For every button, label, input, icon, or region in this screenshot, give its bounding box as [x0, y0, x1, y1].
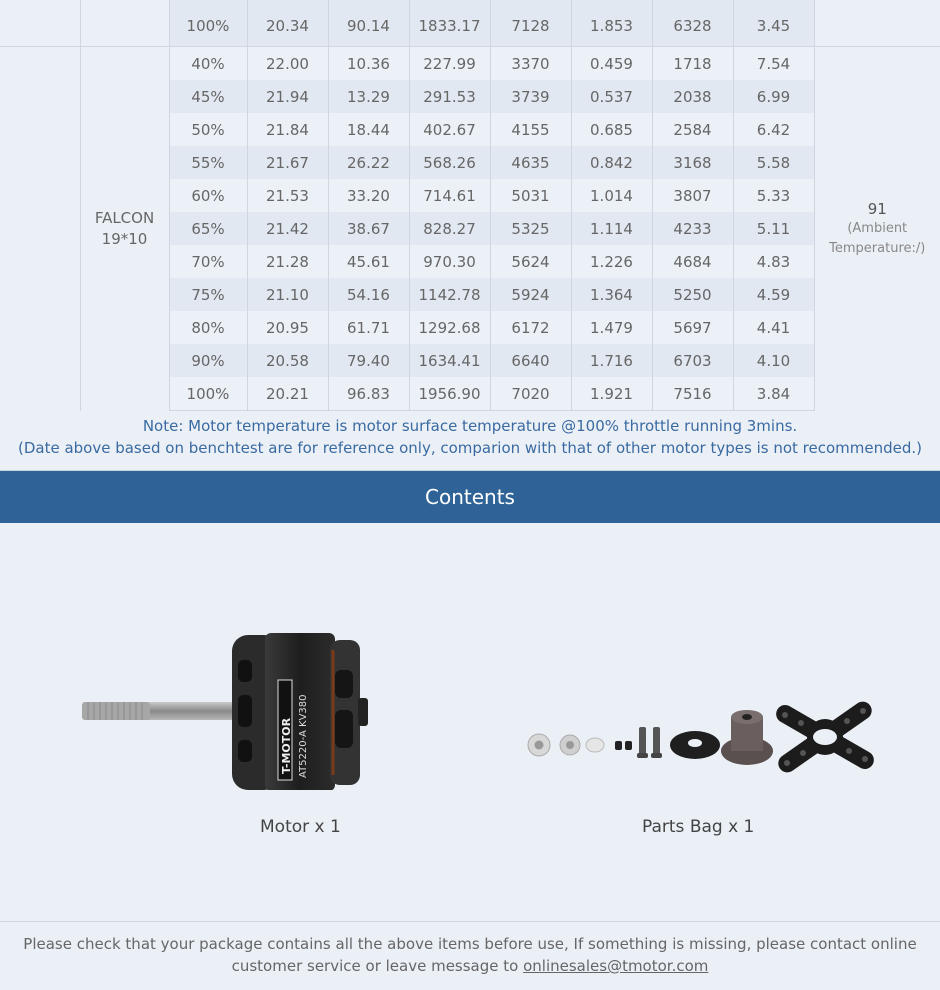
voltage-cell: 21.67 — [247, 146, 328, 179]
propeller-cell — [80, 47, 169, 411]
rpm-cell: 5031 — [490, 179, 571, 212]
thrust-cell: 5250 — [652, 278, 733, 311]
thrust-cell: 4233 — [652, 212, 733, 245]
motor-label: Motor x 1 — [260, 817, 341, 837]
voltage-cell: 21.10 — [247, 278, 328, 311]
efficiency-cell: 7.54 — [733, 47, 814, 81]
torque-cell: 0.685 — [571, 113, 652, 146]
throttle-cell: 50% — [169, 113, 247, 146]
throttle-cell: 80% — [169, 311, 247, 344]
voltage-cell: 20.21 — [247, 377, 328, 411]
temperature-cell — [814, 0, 940, 47]
throttle-cell: 90% — [169, 344, 247, 377]
svg-text:T-MOTOR: T-MOTOR — [280, 717, 293, 774]
voltage-cell: 22.00 — [247, 47, 328, 81]
thrust-cell: 6703 — [652, 344, 733, 377]
current-cell: 26.22 — [328, 146, 409, 179]
torque-cell: 0.537 — [571, 80, 652, 113]
rpm-cell: 4635 — [490, 146, 571, 179]
throttle-cell: 60% — [169, 179, 247, 212]
voltage-cell: 20.34 — [247, 0, 328, 47]
torque-cell: 1.364 — [571, 278, 652, 311]
power-cell: 714.61 — [409, 179, 490, 212]
efficiency-cell: 4.41 — [733, 311, 814, 344]
rpm-cell: 5624 — [490, 245, 571, 278]
efficiency-cell: 4.59 — [733, 278, 814, 311]
svg-text:AT5220-A KV380: AT5220-A KV380 — [298, 694, 309, 778]
power-cell: 291.53 — [409, 80, 490, 113]
motor-image — [80, 630, 370, 790]
current-cell: 33.20 — [328, 179, 409, 212]
torque-cell: 0.459 — [571, 47, 652, 81]
power-cell: 1634.41 — [409, 344, 490, 377]
power-cell: 1833.17 — [409, 0, 490, 47]
voltage-cell: 20.95 — [247, 311, 328, 344]
efficiency-cell: 5.58 — [733, 146, 814, 179]
temperature-note: (Ambient Temperature:/) — [829, 220, 926, 256]
parts-bag-item — [525, 697, 885, 787]
thrust-cell: 7516 — [652, 377, 733, 411]
note-line-1: Note: Motor temperature is motor surface temperature @100% throttle running 3mins. — [142, 417, 798, 435]
throttle-cell: 70% — [169, 245, 247, 278]
throttle-cell: 75% — [169, 278, 247, 311]
voltage-cell: 20.58 — [247, 344, 328, 377]
torque-cell: 1.114 — [571, 212, 652, 245]
voltage-cell: 21.84 — [247, 113, 328, 146]
current-cell: 61.71 — [328, 311, 409, 344]
thrust-cell: 2584 — [652, 113, 733, 146]
parts-bag-image — [525, 697, 885, 787]
torque-cell: 1.921 — [571, 377, 652, 411]
footer-line-1: Please check that your package contains all the above items before use, If something is missing, please contact online — [23, 935, 917, 953]
efficiency-cell: 5.11 — [733, 212, 814, 245]
thrust-cell: 4684 — [652, 245, 733, 278]
table-row — [0, 47, 940, 81]
current-cell: 45.61 — [328, 245, 409, 278]
current-cell: 38.67 — [328, 212, 409, 245]
note-line-2: (Date above based on benchtest are for reference only, comparion with that of other motor types is not recommended.) — [17, 439, 922, 457]
power-cell: 227.99 — [409, 47, 490, 81]
temperature-value: 91 — [867, 199, 887, 218]
efficiency-cell: 3.84 — [733, 377, 814, 411]
rpm-cell: 6640 — [490, 344, 571, 377]
email-link[interactable]: onlinesales@tmotor.com — [523, 957, 709, 975]
rpm-cell: 3370 — [490, 47, 571, 81]
parts-bag-label: Parts Bag x 1 — [642, 817, 755, 837]
voltage-cell: 21.28 — [247, 245, 328, 278]
power-cell: 1142.78 — [409, 278, 490, 311]
current-cell: 10.36 — [328, 47, 409, 81]
temperature-cell — [814, 47, 940, 411]
thrust-cell: 3168 — [652, 146, 733, 179]
thrust-cell: 5697 — [652, 311, 733, 344]
current-cell: 90.14 — [328, 0, 409, 47]
throttle-cell: 40% — [169, 47, 247, 81]
efficiency-cell: 6.99 — [733, 80, 814, 113]
throttle-cell: 100% — [169, 377, 247, 411]
thrust-cell: 2038 — [652, 80, 733, 113]
performance-table-section — [0, 0, 940, 411]
torque-cell: 1.479 — [571, 311, 652, 344]
rpm-cell: 7128 — [490, 0, 571, 47]
current-cell: 79.40 — [328, 344, 409, 377]
power-cell: 1292.68 — [409, 311, 490, 344]
throttle-cell: 45% — [169, 80, 247, 113]
throttle-cell: 55% — [169, 146, 247, 179]
torque-cell: 1.853 — [571, 0, 652, 47]
performance-table — [0, 0, 940, 411]
rpm-cell: 6172 — [490, 311, 571, 344]
thrust-cell: 6328 — [652, 0, 733, 47]
voltage-cell: 21.53 — [247, 179, 328, 212]
current-cell: 18.44 — [328, 113, 409, 146]
throttle-cell: 100% — [169, 0, 247, 47]
rpm-cell: 5924 — [490, 278, 571, 311]
power-cell: 828.27 — [409, 212, 490, 245]
efficiency-cell: 3.45 — [733, 0, 814, 47]
propeller-size: 19*10 — [101, 229, 148, 248]
rpm-cell: 7020 — [490, 377, 571, 411]
contents-banner — [0, 470, 940, 523]
torque-cell: 0.842 — [571, 146, 652, 179]
current-cell: 13.29 — [328, 80, 409, 113]
footer-line-2 — [0, 955, 940, 977]
efficiency-cell: 5.33 — [733, 179, 814, 212]
rpm-cell: 5325 — [490, 212, 571, 245]
torque-cell: 1.226 — [571, 245, 652, 278]
voltage-cell: 21.42 — [247, 212, 328, 245]
contents-title: Contents — [425, 485, 515, 509]
torque-cell: 1.014 — [571, 179, 652, 212]
power-cell: 970.30 — [409, 245, 490, 278]
motor-item — [80, 630, 370, 790]
rpm-cell: 3739 — [490, 80, 571, 113]
contents-section — [0, 522, 940, 922]
power-cell: 568.26 — [409, 146, 490, 179]
efficiency-cell: 6.42 — [733, 113, 814, 146]
thrust-cell: 3807 — [652, 179, 733, 212]
voltage-cell: 21.94 — [247, 80, 328, 113]
current-cell: 54.16 — [328, 278, 409, 311]
current-cell: 96.83 — [328, 377, 409, 411]
blank-cell — [0, 0, 80, 47]
efficiency-cell: 4.83 — [733, 245, 814, 278]
footer-notice — [0, 922, 940, 990]
throttle-cell: 65% — [169, 212, 247, 245]
blank-cell — [0, 47, 80, 411]
power-cell: 1956.90 — [409, 377, 490, 411]
propeller-cell — [80, 0, 169, 47]
efficiency-cell: 4.10 — [733, 344, 814, 377]
power-cell: 402.67 — [409, 113, 490, 146]
table-row — [0, 0, 940, 47]
thrust-cell: 1718 — [652, 47, 733, 81]
rpm-cell: 4155 — [490, 113, 571, 146]
torque-cell: 1.716 — [571, 344, 652, 377]
footer-line-2-text: customer service or leave message to — [231, 957, 524, 975]
propeller-name: FALCON — [94, 208, 155, 227]
